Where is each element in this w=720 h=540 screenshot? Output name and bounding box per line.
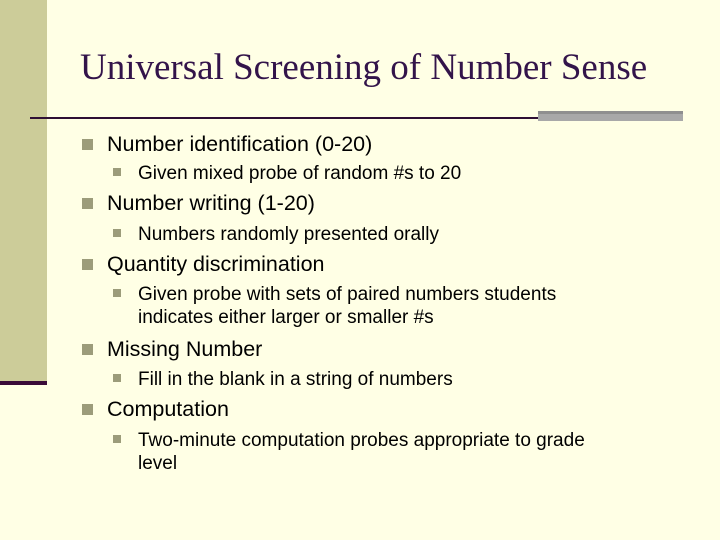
square-bullet-icon xyxy=(82,198,93,209)
square-bullet-icon xyxy=(113,229,121,237)
square-bullet-icon xyxy=(82,344,93,355)
square-bullet-icon xyxy=(82,404,93,415)
square-bullet-icon xyxy=(82,259,93,270)
left-accent-bar-edge xyxy=(0,381,47,385)
square-bullet-icon xyxy=(113,374,121,382)
list-item-label: Computation xyxy=(107,397,229,421)
list-item-label: Number writing (1-20) xyxy=(107,191,315,215)
square-bullet-icon xyxy=(113,168,121,176)
left-accent-bar xyxy=(0,0,47,385)
sub-list-item-label: Numbers randomly presented orally xyxy=(138,224,439,245)
list-item-label: Missing Number xyxy=(107,337,263,361)
sub-list-item-label: level xyxy=(138,453,178,474)
title-divider xyxy=(30,117,538,119)
square-bullet-icon xyxy=(82,139,93,150)
list-item-label: Number identification (0-20) xyxy=(107,132,373,156)
list-item-label: Quantity discrimination xyxy=(107,252,325,276)
slide-title: Universal Screening of Number Sense xyxy=(80,47,648,88)
sub-list-item-label: Fill in the blank in a string of numbers xyxy=(138,369,453,390)
sub-list-item-label: Given probe with sets of paired numbers students xyxy=(138,284,557,305)
square-bullet-icon xyxy=(113,435,121,443)
title-divider-accent-top xyxy=(538,111,683,114)
square-bullet-icon xyxy=(113,289,121,297)
sub-list-item-label: Given mixed probe of random #s to 20 xyxy=(138,163,462,184)
sub-list-item-label: indicates either larger or smaller #s xyxy=(138,307,434,328)
sub-list-item-label: Two-minute computation probes appropriate to grade xyxy=(138,430,585,451)
